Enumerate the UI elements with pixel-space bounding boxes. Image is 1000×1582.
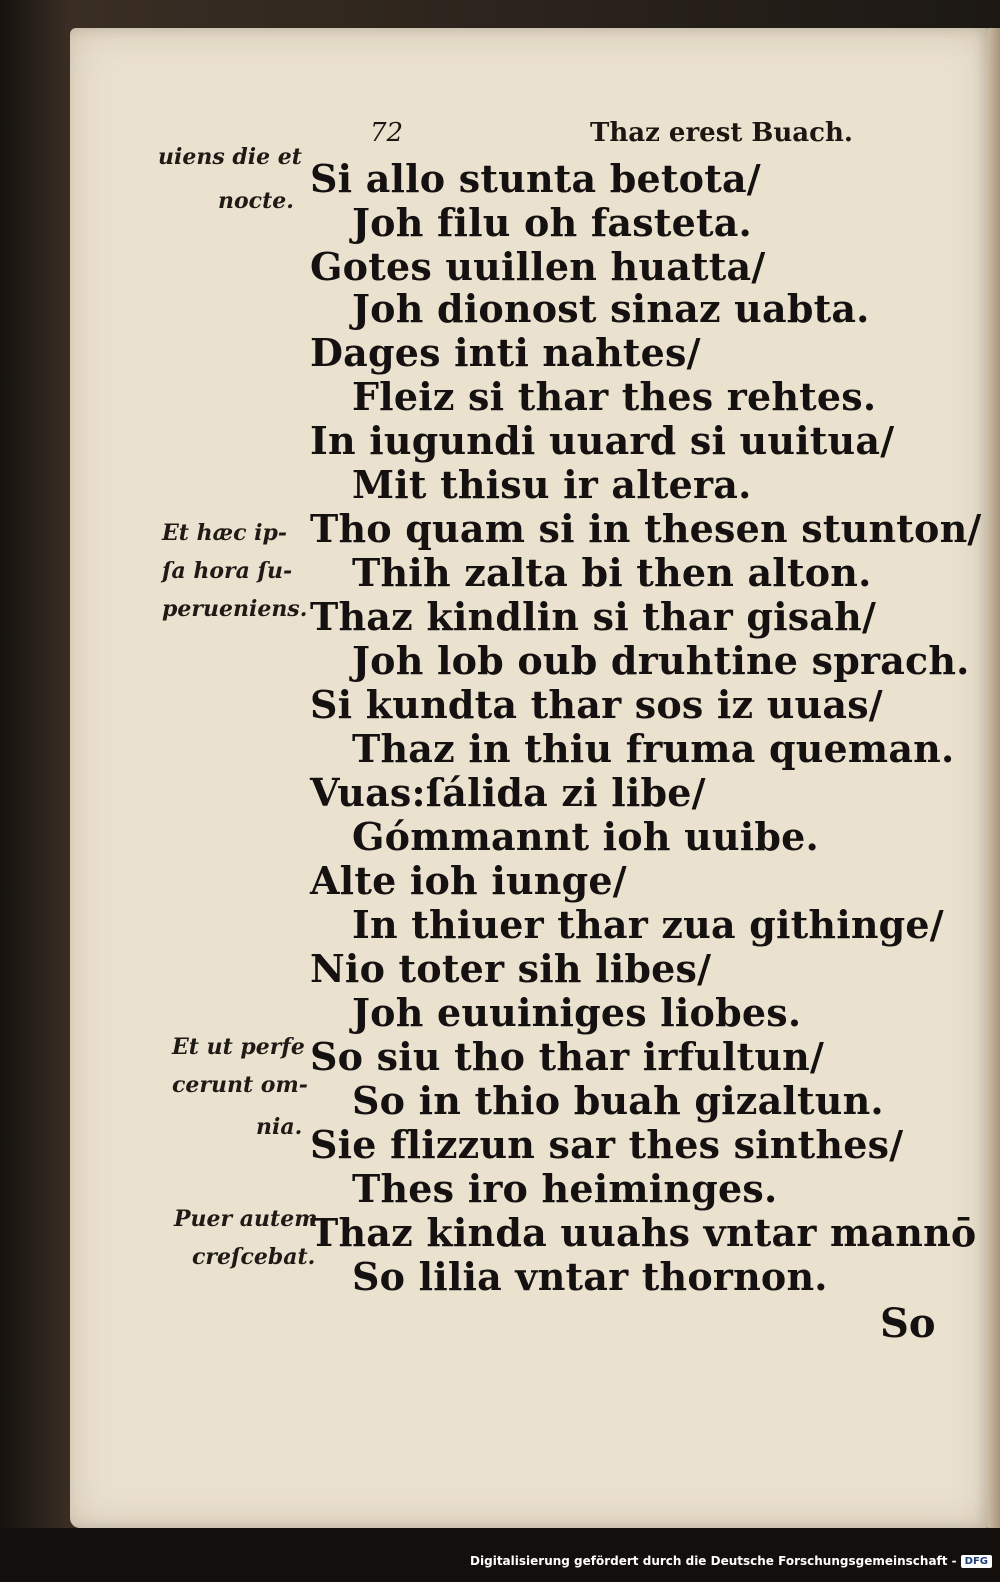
verse-line: Dages inti nahtes/	[310, 330, 701, 375]
dfg-logo: DFG	[961, 1555, 992, 1568]
verse-line: Gómmannt ioh uuibe.	[352, 814, 819, 859]
verse-line: Thaz kinda uuahs vntar mannō	[310, 1210, 977, 1255]
credit-text: Digitalisierung gefördert durch die Deutsche Forschungsgemeinschaft -	[470, 1554, 957, 1568]
verse-line: Thaz in thiu fruma queman.	[352, 726, 955, 771]
verse-line: Mit thisu ir altera.	[352, 462, 752, 507]
verse-line: Alte ioh iunge/	[310, 858, 627, 903]
verse-line: Joh euuiniges liobes.	[352, 990, 802, 1035]
verse-line: Fleiz si thar thes rehtes.	[352, 374, 877, 419]
verse-line: So in thio buah gizaltun.	[352, 1078, 884, 1123]
margin-gloss: ſa hora ſu-	[162, 558, 293, 584]
verse-line: Joh dionost sinaz uabta.	[352, 286, 870, 331]
margin-gloss: cerunt om-	[172, 1072, 308, 1098]
verse-line: Si kundta thar sos iz uuas/	[310, 682, 883, 727]
verse-line: Tho quam si in thesen stunton/	[310, 506, 982, 551]
margin-gloss: perueniens.	[162, 596, 308, 622]
margin-gloss: nocte.	[218, 188, 294, 214]
book-page	[70, 28, 990, 1528]
verse-line: So lilia vntar thornon.	[352, 1254, 828, 1299]
page-edge	[988, 28, 1000, 1528]
margin-gloss: Puer autem	[174, 1206, 318, 1232]
verse-line: Nio toter sih libes/	[310, 946, 712, 991]
catchword: So	[880, 1300, 936, 1347]
digitization-credit	[470, 1551, 992, 1571]
verse-line: Vuas:ſálida zi libe/	[310, 770, 706, 815]
verse-line: Thaz kindlin si thar gisah/	[310, 594, 877, 639]
verse-line: Gotes uuillen huatta/	[310, 244, 766, 289]
running-title: Thaz erest Buach.	[590, 118, 853, 148]
verse-line: In iugundi uuard si uuitua/	[310, 418, 895, 463]
margin-gloss: creſcebat.	[192, 1244, 316, 1270]
margin-gloss: Et hæc ip-	[162, 520, 288, 546]
margin-gloss: nia.	[256, 1114, 303, 1140]
verse-line: So siu tho thar irfultun/	[310, 1034, 825, 1079]
verse-line: Sie flizzun sar thes sinthes/	[310, 1122, 904, 1167]
verse-line: Si allo stunta betota/	[310, 156, 761, 201]
margin-gloss: Et ut perfe	[172, 1034, 305, 1060]
verse-line: Joh filu oh fasteta.	[352, 200, 752, 245]
verse-line: In thiuer thar zua githinge/	[352, 902, 944, 947]
margin-gloss: uiens die et	[158, 144, 302, 170]
verse-line: Joh lob oub druhtine sprach.	[352, 638, 970, 683]
verse-line: Thes iro heiminges.	[352, 1166, 778, 1211]
verse-line: Thih zalta bi then alton.	[352, 550, 872, 595]
page-number: 72	[370, 118, 404, 148]
